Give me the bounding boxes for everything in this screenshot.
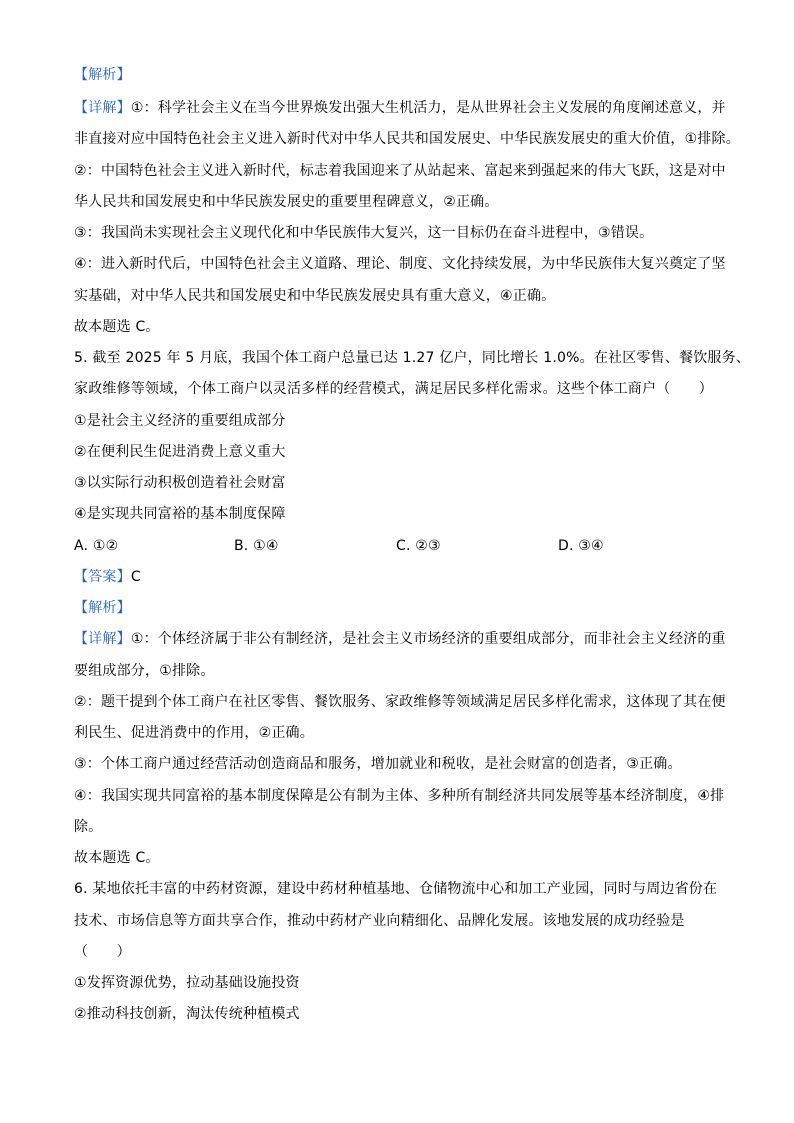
detail-tag: 【详解】 bbox=[74, 631, 131, 647]
answer-line bbox=[74, 568, 734, 586]
detail-line: 实基础，对中华人民共和国发展史和中华民族发展史具有重大意义，④正确。 bbox=[74, 288, 556, 304]
detail-line: ②：中国特色社会主义进入新时代，标志着我国迎来了从站起来、富起来到强起来的伟大飞跃，这是对中 bbox=[74, 163, 726, 179]
analysis-tag: 【解析】 bbox=[74, 67, 131, 83]
options-row bbox=[74, 537, 734, 555]
statement: ②推动科技创新，淘汰传统种植模式 bbox=[74, 1006, 300, 1022]
detail-line: 除。 bbox=[74, 819, 103, 835]
detail-line: ③：个体工商户通过经营活动创造商品和服务，增加就业和税收，是社会财富的创造者，③正确。 bbox=[74, 756, 682, 772]
detail-line: ④：我国实现共同富裕的基本制度保障是公有制为主体、多种所有制经济共同发展等基本经济制度，④排 bbox=[74, 788, 725, 804]
analysis-tag: 【解析】 bbox=[74, 600, 131, 616]
conclusion: 故本题选 C。 bbox=[74, 850, 160, 866]
detail-line: ③：我国尚未实现社会主义现代化和中华民族伟大复兴，这一目标仍在奋斗进程中，③错误。 bbox=[74, 225, 654, 241]
statement: ①是社会主义经济的重要组成部分 bbox=[74, 413, 286, 429]
detail-tag: 【详解】 bbox=[74, 100, 131, 116]
statement: ③以实际行动积极创造着社会财富 bbox=[74, 475, 286, 491]
conclusion: 故本题选 C。 bbox=[74, 319, 160, 335]
question-stem: （ ） bbox=[74, 944, 131, 960]
answer-value: C bbox=[130, 569, 141, 585]
statement: ①发挥资源优势，拉动基础设施投资 bbox=[74, 975, 300, 991]
option-d: D. ③④ bbox=[558, 538, 604, 554]
detail-line: ④：进入新时代后，中国特色社会主义道路、理论、制度、文化持续发展，为中华民族伟大复兴奠定了坚 bbox=[74, 256, 726, 272]
detail-text: ①：个体经济属于非公有制经济，是社会主义市场经济的重要组成部分，而非社会主义经济的重 bbox=[130, 631, 726, 647]
statement: ④是实现共同富裕的基本制度保障 bbox=[74, 506, 286, 522]
option-c: C. ②③ bbox=[396, 538, 441, 554]
question-stem: 6. 某地依托丰富的中药材资源，建设中药材种植基地、仓储物流中心和加工产业园，同时与周边省份在 bbox=[74, 881, 718, 897]
question-stem: 家政维修等领域，个体工商户以灵活多样的经营模式，满足居民多样化需求。这些个体工商户（ ） bbox=[74, 381, 713, 397]
detail-line: 要组成部分，①排除。 bbox=[74, 663, 215, 679]
detail-line bbox=[74, 630, 734, 648]
answer-tag: 【答案】 bbox=[74, 569, 131, 585]
statement: ②在便利民生促进消费上意义重大 bbox=[74, 444, 286, 460]
detail-line: 华人民共和国发展史和中华民族发展史的重要里程碑意义，②正确。 bbox=[74, 194, 499, 210]
detail-line: 利民生、促进消费中的作用，②正确。 bbox=[74, 725, 314, 741]
question-stem: 技术、市场信息等方面共享合作，推动中药材产业向精细化、品牌化发展。该地发展的成功经验是 bbox=[74, 913, 685, 929]
detail-line: 非直接对应中国特色社会主义进入新时代对中华人民共和国发展史、中华民族发展史的重大价值，①排除。 bbox=[74, 131, 740, 147]
detail-line: ②：题干提到个体工商户在社区零售、餐饮服务、家政维修等领域满足居民多样化需求，这体现了其在便 bbox=[74, 694, 726, 710]
option-a: A. ①② bbox=[74, 538, 119, 554]
option-b: B. ①④ bbox=[234, 538, 279, 554]
detail-text: ①：科学社会主义在当今世界焕发出强大生机活力，是从世界社会主义发展的角度阐述意义，并 bbox=[130, 100, 726, 116]
question-stem: 5. 截至 2025 年 5 月底，我国个体工商户总量已达 1.27 亿户，同比增长 1.0%。在社区零售、餐饮服务、 bbox=[74, 350, 751, 366]
detail-line bbox=[74, 99, 734, 117]
